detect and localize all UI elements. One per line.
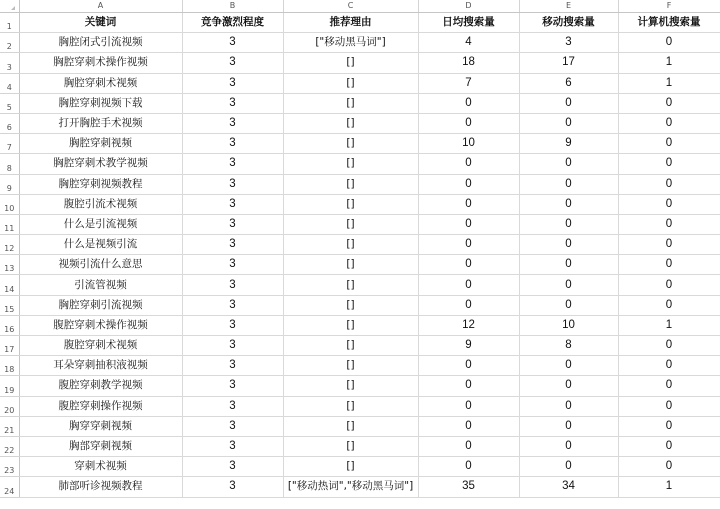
cell-daily-searches[interactable]: 0: [418, 376, 519, 396]
cell-competition[interactable]: 3: [182, 93, 283, 113]
cell-competition[interactable]: 3: [182, 356, 283, 376]
row-header[interactable]: 4: [0, 73, 19, 93]
cell-pc-searches[interactable]: 0: [618, 93, 720, 113]
cell-pc-searches[interactable]: 0: [618, 396, 720, 416]
cell-mobile-searches[interactable]: 0: [519, 295, 618, 315]
cell-keyword[interactable]: 胸部穿刺视频: [19, 436, 182, 456]
row-header[interactable]: 7: [0, 134, 19, 154]
cell-keyword[interactable]: 什么是视频引流: [19, 235, 182, 255]
row-header[interactable]: 10: [0, 194, 19, 214]
row-header[interactable]: 8: [0, 154, 19, 174]
row-header[interactable]: 6: [0, 113, 19, 133]
cell-pc-searches[interactable]: 0: [618, 33, 720, 53]
header-cell-daily-searches[interactable]: 日均搜索量: [418, 13, 519, 33]
cell-daily-searches[interactable]: 0: [418, 235, 519, 255]
cell-competition[interactable]: 3: [182, 134, 283, 154]
cell-pc-searches[interactable]: 0: [618, 295, 720, 315]
cell-mobile-searches[interactable]: 6: [519, 73, 618, 93]
cell-competition[interactable]: 3: [182, 376, 283, 396]
cell-keyword[interactable]: 胸腔穿刺术视频: [19, 73, 182, 93]
header-cell-mobile-searches[interactable]: 移动搜索量: [519, 13, 618, 33]
cell-competition[interactable]: 3: [182, 275, 283, 295]
cell-daily-searches[interactable]: 35: [418, 477, 519, 497]
cell-pc-searches[interactable]: 0: [618, 436, 720, 456]
cell-daily-searches[interactable]: 0: [418, 93, 519, 113]
cell-pc-searches[interactable]: 0: [618, 336, 720, 356]
cell-daily-searches[interactable]: 10: [418, 134, 519, 154]
table-row: [0, 376, 720, 396]
cell-competition[interactable]: 3: [182, 33, 283, 53]
cell-pc-searches[interactable]: 0: [618, 416, 720, 436]
cell-daily-searches[interactable]: 0: [418, 436, 519, 456]
cell-keyword[interactable]: 胸穿穿刺视频: [19, 416, 182, 436]
table-row: [0, 315, 720, 335]
cell-competition[interactable]: 3: [182, 53, 283, 73]
cell-daily-searches[interactable]: 0: [418, 174, 519, 194]
cell-reason[interactable]: []: [283, 194, 418, 214]
cell-keyword[interactable]: 肺部听诊视频教程: [19, 477, 182, 497]
cell-competition[interactable]: 3: [182, 194, 283, 214]
cell-mobile-searches[interactable]: 8: [519, 336, 618, 356]
row-header[interactable]: 24: [0, 477, 19, 497]
header-cell-pc-searches[interactable]: 计算机搜索量: [618, 13, 720, 33]
cell-keyword[interactable]: 打开胸腔手术视频: [19, 113, 182, 133]
cell-keyword[interactable]: 胸腔穿刺术教学视频: [19, 154, 182, 174]
cell-mobile-searches[interactable]: 0: [519, 376, 618, 396]
cell-mobile-searches[interactable]: 0: [519, 194, 618, 214]
row-header[interactable]: 14: [0, 275, 19, 295]
cell-daily-searches[interactable]: 9: [418, 336, 519, 356]
table-row: [0, 13, 720, 33]
cell-daily-searches[interactable]: 7: [418, 73, 519, 93]
cell-keyword[interactable]: 腹腔引流术视频: [19, 194, 182, 214]
cell-competition[interactable]: 3: [182, 396, 283, 416]
cell-keyword[interactable]: 穿刺术视频: [19, 457, 182, 477]
table-row: [0, 416, 720, 436]
cell-keyword[interactable]: 耳朵穿刺抽积液视频: [19, 356, 182, 376]
cell-competition[interactable]: 3: [182, 154, 283, 174]
table-row: [0, 396, 720, 416]
cell-keyword[interactable]: 视频引流什么意思: [19, 255, 182, 275]
table-row: [0, 53, 720, 73]
cell-reason[interactable]: []: [283, 396, 418, 416]
cell-keyword[interactable]: 引流管视频: [19, 275, 182, 295]
cell-keyword[interactable]: 腹腔穿刺操作视频: [19, 396, 182, 416]
table-row: [0, 93, 720, 113]
row-header[interactable]: 1: [0, 13, 19, 33]
row-header[interactable]: 20: [0, 396, 19, 416]
cell-pc-searches[interactable]: 0: [618, 174, 720, 194]
cell-daily-searches[interactable]: 0: [418, 214, 519, 234]
row-header[interactable]: 19: [0, 376, 19, 396]
column-header-row: [0, 0, 720, 13]
table-row: [0, 457, 720, 477]
row-header[interactable]: 17: [0, 336, 19, 356]
cell-reason[interactable]: []: [283, 356, 418, 376]
cell-mobile-searches[interactable]: 10: [519, 315, 618, 335]
cell-mobile-searches[interactable]: 9: [519, 134, 618, 154]
cell-competition[interactable]: 3: [182, 174, 283, 194]
cell-mobile-searches[interactable]: 0: [519, 416, 618, 436]
cell-keyword[interactable]: 胸腔穿刺术操作视频: [19, 53, 182, 73]
cell-mobile-searches[interactable]: 3: [519, 33, 618, 53]
cell-daily-searches[interactable]: 0: [418, 295, 519, 315]
cell-reason[interactable]: []: [283, 336, 418, 356]
cell-pc-searches[interactable]: 0: [618, 235, 720, 255]
cell-pc-searches[interactable]: 0: [618, 154, 720, 174]
cell-reason[interactable]: []: [283, 255, 418, 275]
cell-daily-searches[interactable]: 0: [418, 416, 519, 436]
table-row: [0, 295, 720, 315]
cell-keyword[interactable]: 腹腔穿刺术操作视频: [19, 315, 182, 335]
header-cell-competition[interactable]: 竞争激烈程度: [182, 13, 283, 33]
row-header[interactable]: 15: [0, 295, 19, 315]
table-row: [0, 73, 720, 93]
cell-daily-searches[interactable]: 0: [418, 154, 519, 174]
cell-keyword[interactable]: 胸腔穿刺引流视频: [19, 295, 182, 315]
table-row: [0, 113, 720, 133]
cell-reason[interactable]: ["移动热词","移动黑马词"]: [283, 477, 418, 497]
cell-mobile-searches[interactable]: 0: [519, 113, 618, 133]
table-row: [0, 134, 720, 154]
row-header[interactable]: 13: [0, 255, 19, 275]
table-row: [0, 356, 720, 376]
table-row: [0, 235, 720, 255]
cell-keyword[interactable]: 什么是引流视频: [19, 214, 182, 234]
cell-keyword[interactable]: 胸腔穿刺视频教程: [19, 174, 182, 194]
cell-daily-searches[interactable]: 0: [418, 356, 519, 376]
cell-keyword[interactable]: 胸腔闭式引流视频: [19, 33, 182, 53]
select-all-corner[interactable]: [0, 0, 19, 13]
cell-competition[interactable]: 3: [182, 255, 283, 275]
cell-reason[interactable]: []: [283, 436, 418, 456]
cell-pc-searches[interactable]: 0: [618, 275, 720, 295]
cell-mobile-searches[interactable]: 0: [519, 457, 618, 477]
cell-pc-searches[interactable]: 0: [618, 113, 720, 133]
cell-competition[interactable]: 3: [182, 295, 283, 315]
table-row: [0, 154, 720, 174]
cell-mobile-searches[interactable]: 0: [519, 436, 618, 456]
cell-mobile-searches[interactable]: 0: [519, 154, 618, 174]
row-header[interactable]: 12: [0, 235, 19, 255]
table-row: [0, 436, 720, 456]
cell-mobile-searches[interactable]: 34: [519, 477, 618, 497]
cell-daily-searches[interactable]: 0: [418, 113, 519, 133]
column-header-a[interactable]: A: [19, 0, 182, 13]
cell-pc-searches[interactable]: 0: [618, 457, 720, 477]
cell-reason[interactable]: []: [283, 295, 418, 315]
column-header-c[interactable]: C: [283, 0, 418, 13]
cell-keyword[interactable]: 胸腔穿刺视频: [19, 134, 182, 154]
select-all-icon: [11, 6, 15, 10]
row-header[interactable]: 23: [0, 457, 19, 477]
cell-daily-searches[interactable]: 0: [418, 194, 519, 214]
cell-reason[interactable]: []: [283, 457, 418, 477]
table-row: [0, 336, 720, 356]
row-header[interactable]: 9: [0, 174, 19, 194]
cell-mobile-searches[interactable]: 0: [519, 396, 618, 416]
cell-mobile-searches[interactable]: 0: [519, 255, 618, 275]
table-row: [0, 214, 720, 234]
header-cell-keyword[interactable]: 关键词: [19, 13, 182, 33]
cell-pc-searches[interactable]: 0: [618, 134, 720, 154]
cell-mobile-searches[interactable]: 0: [519, 93, 618, 113]
row-header[interactable]: 5: [0, 93, 19, 113]
column-header-e[interactable]: E: [519, 0, 618, 13]
table-row: [0, 174, 720, 194]
row-header[interactable]: 21: [0, 416, 19, 436]
table-row: [0, 477, 720, 497]
header-cell-reason[interactable]: 推荐理由: [283, 13, 418, 33]
cell-reason[interactable]: []: [283, 214, 418, 234]
cell-competition[interactable]: 3: [182, 235, 283, 255]
row-header[interactable]: 11: [0, 214, 19, 234]
cell-competition[interactable]: 3: [182, 315, 283, 335]
cell-mobile-searches[interactable]: 0: [519, 174, 618, 194]
table-row: [0, 194, 720, 214]
cell-mobile-searches[interactable]: 0: [519, 214, 618, 234]
cell-reason[interactable]: ["移动黑马词"]: [283, 33, 418, 53]
cell-pc-searches[interactable]: 0: [618, 214, 720, 234]
row-header[interactable]: 3: [0, 53, 19, 73]
cell-pc-searches[interactable]: 1: [618, 477, 720, 497]
cell-mobile-searches[interactable]: 17: [519, 53, 618, 73]
cell-mobile-searches[interactable]: 0: [519, 275, 618, 295]
cell-pc-searches[interactable]: 0: [618, 194, 720, 214]
cell-daily-searches[interactable]: 4: [418, 33, 519, 53]
cell-competition[interactable]: 3: [182, 436, 283, 456]
cell-pc-searches[interactable]: 1: [618, 315, 720, 335]
column-header-f[interactable]: F: [618, 0, 720, 13]
cell-daily-searches[interactable]: 0: [418, 396, 519, 416]
cell-daily-searches[interactable]: 18: [418, 53, 519, 73]
cell-daily-searches[interactable]: 12: [418, 315, 519, 335]
row-header[interactable]: 18: [0, 356, 19, 376]
cell-competition[interactable]: 3: [182, 73, 283, 93]
cell-reason[interactable]: []: [283, 235, 418, 255]
cell-reason[interactable]: []: [283, 174, 418, 194]
cell-mobile-searches[interactable]: 0: [519, 235, 618, 255]
cell-pc-searches[interactable]: 0: [618, 356, 720, 376]
cell-daily-searches[interactable]: 0: [418, 457, 519, 477]
column-header-d[interactable]: D: [418, 0, 519, 13]
cell-pc-searches[interactable]: 0: [618, 376, 720, 396]
cell-keyword[interactable]: 胸腔穿刺视频下载: [19, 93, 182, 113]
cell-competition[interactable]: 3: [182, 477, 283, 497]
cell-keyword[interactable]: 腹腔穿刺术视频: [19, 336, 182, 356]
cell-competition[interactable]: 3: [182, 416, 283, 436]
row-header[interactable]: 2: [0, 33, 19, 53]
table-row: [0, 255, 720, 275]
cell-pc-searches[interactable]: 0: [618, 255, 720, 275]
cell-reason[interactable]: []: [283, 315, 418, 335]
cell-competition[interactable]: 3: [182, 214, 283, 234]
cell-reason[interactable]: []: [283, 134, 418, 154]
cell-competition[interactable]: 3: [182, 113, 283, 133]
cell-reason[interactable]: []: [283, 73, 418, 93]
table-row: [0, 275, 720, 295]
cell-daily-searches[interactable]: 0: [418, 255, 519, 275]
row-header[interactable]: 16: [0, 315, 19, 335]
cell-pc-searches[interactable]: 1: [618, 73, 720, 93]
table-row: [0, 33, 720, 53]
cell-reason[interactable]: []: [283, 275, 418, 295]
cell-reason[interactable]: []: [283, 376, 418, 396]
cell-competition[interactable]: 3: [182, 336, 283, 356]
cell-reason[interactable]: []: [283, 93, 418, 113]
column-header-b[interactable]: B: [182, 0, 283, 13]
cell-keyword[interactable]: 腹腔穿刺教学视频: [19, 376, 182, 396]
cell-reason[interactable]: []: [283, 154, 418, 174]
cell-reason[interactable]: []: [283, 416, 418, 436]
row-header[interactable]: 22: [0, 436, 19, 456]
cell-competition[interactable]: 3: [182, 457, 283, 477]
cell-reason[interactable]: []: [283, 113, 418, 133]
cell-daily-searches[interactable]: 0: [418, 275, 519, 295]
cell-pc-searches[interactable]: 1: [618, 53, 720, 73]
cell-mobile-searches[interactable]: 0: [519, 356, 618, 376]
cell-reason[interactable]: []: [283, 53, 418, 73]
